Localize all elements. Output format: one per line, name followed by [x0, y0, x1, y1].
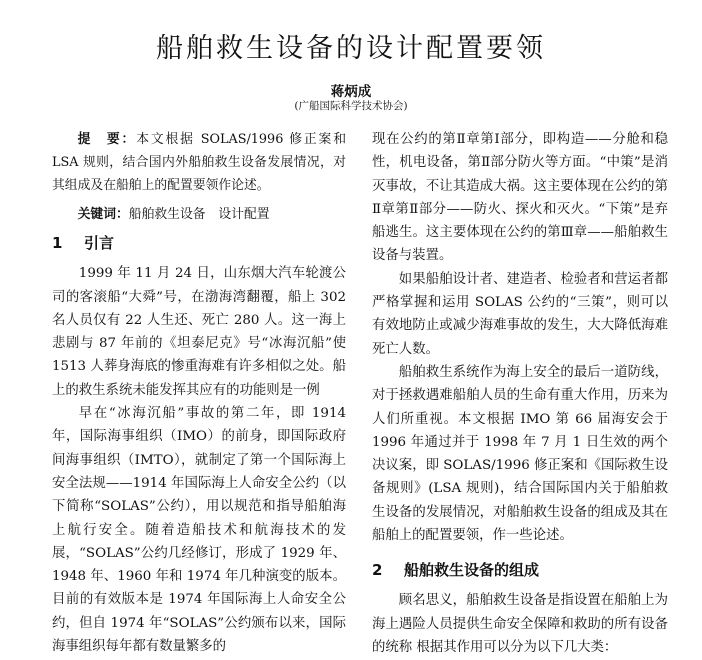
section-1-paragraph-1: 1999 年 11 月 24 日，山东烟大汽车轮渡公司的客滚船“大舜”号，在渤海湾翻覆，船上 302 名人员仅有 22 人生还、死亡 280 人。这一海上悲剧与 87 年前的《坦泰尼克》号“冰海沉船”使 1513 人葬身海底的惨重海难有许多相似之处。船上的救生系统未能发挥其应有的功能则是一例 — [52, 266, 346, 398]
section-2-title: 船舶救生设备的组成 — [404, 561, 540, 580]
author-name: 蒋炳成 — [330, 84, 372, 100]
left-column — [52, 128, 346, 658]
keywords-text: 船舶救生设备 设计配置 — [128, 207, 270, 222]
right-column — [372, 128, 668, 659]
keywords-label: 关键词： — [77, 207, 129, 222]
section-1-number: 1 — [52, 234, 63, 253]
right-paragraph-3: 船舶救生系统作为海上安全的最后一道防线，对于拯救遇难船舶人员的生命有重大作用，历来为人们所重视。本文根据 IMO 第 66 届海安会于 1996 年通过并于 1998 年 7 月 1 日生效的两个决议案，即 SOLAS/1996 修正案和《国际救生设备规则》(LSA 规则)，结合国际国内关于船舶救生设备的发展情况，对船舶救生设备的组成及其在船舶上的配置要领，作一些论述。 — [372, 364, 668, 544]
abstract-label: 提 要： — [77, 132, 137, 147]
section-1-paragraph-2: 早在“冰海沉船”事故的第二年，即 1914 年，国际海事组织（IMO）的前身，即国际政府间海事组织（IMTO），就制定了第一个国际海上安全法规——1914 年国际海上人命安全公约（以下简称“SOLAS”公约），用以规范和指导船舶海上航行安全。随着造船技术和航海技术的发展，“SOLAS”公约几经修订，形成了 1929 年、1948 年、1960 年和 1974 年几种演变的版本。目前的有效版本是 1974 年国际海上人命安全公约，但自 1974 年“SOLAS”公约颁布以来，国际海事组织每年都有数量繁多的 — [52, 406, 346, 655]
section-2-paragraph-1: 顾名思义，船舶救生设备是指设置在船舶上为海上遇险人员提供生命安全保障和救助的所有设备的统称 根据其作用可以分为以下几大类： — [372, 593, 668, 655]
section-1-heading — [52, 230, 346, 256]
abstract — [52, 128, 346, 197]
paper-title: 船舶救生设备的设计配置要领 — [156, 33, 546, 64]
author-affiliation: (广船国际科学技术协会) — [294, 100, 408, 112]
right-paragraph-1: 现在公约的第Ⅱ章第Ⅰ部分，即构造——分舱和稳性，机电设备，第Ⅱ部分防火等方面。“中策”是消灭事故，不让其造成大祸。这主要体现在公约的第Ⅱ章第Ⅱ部分——防火、探火和灭火。“下策”是弃船逃生。这主要体现在公约的第Ⅲ章——船舶救生设备与装置。 — [372, 132, 668, 264]
right-paragraph-2: 如果船舶设计者、建造者、检验者和营运者都严格掌握和运用 SOLAS 公约的“三策”，则可以有效地防止或减少海难事故的发生，大大降低海难死亡人数。 — [372, 271, 668, 357]
section-2-number: 2 — [372, 561, 383, 580]
abstract-text: 本文根据 SOLAS/1996 修正案和 LSA 规则，结合国内外船舶救生设备发展情况，对其组成及在船舶上的配置要领作论述。 — [52, 132, 346, 193]
section-1-title: 引言 — [84, 234, 115, 253]
keywords — [52, 203, 346, 226]
section-2-heading — [372, 557, 668, 583]
